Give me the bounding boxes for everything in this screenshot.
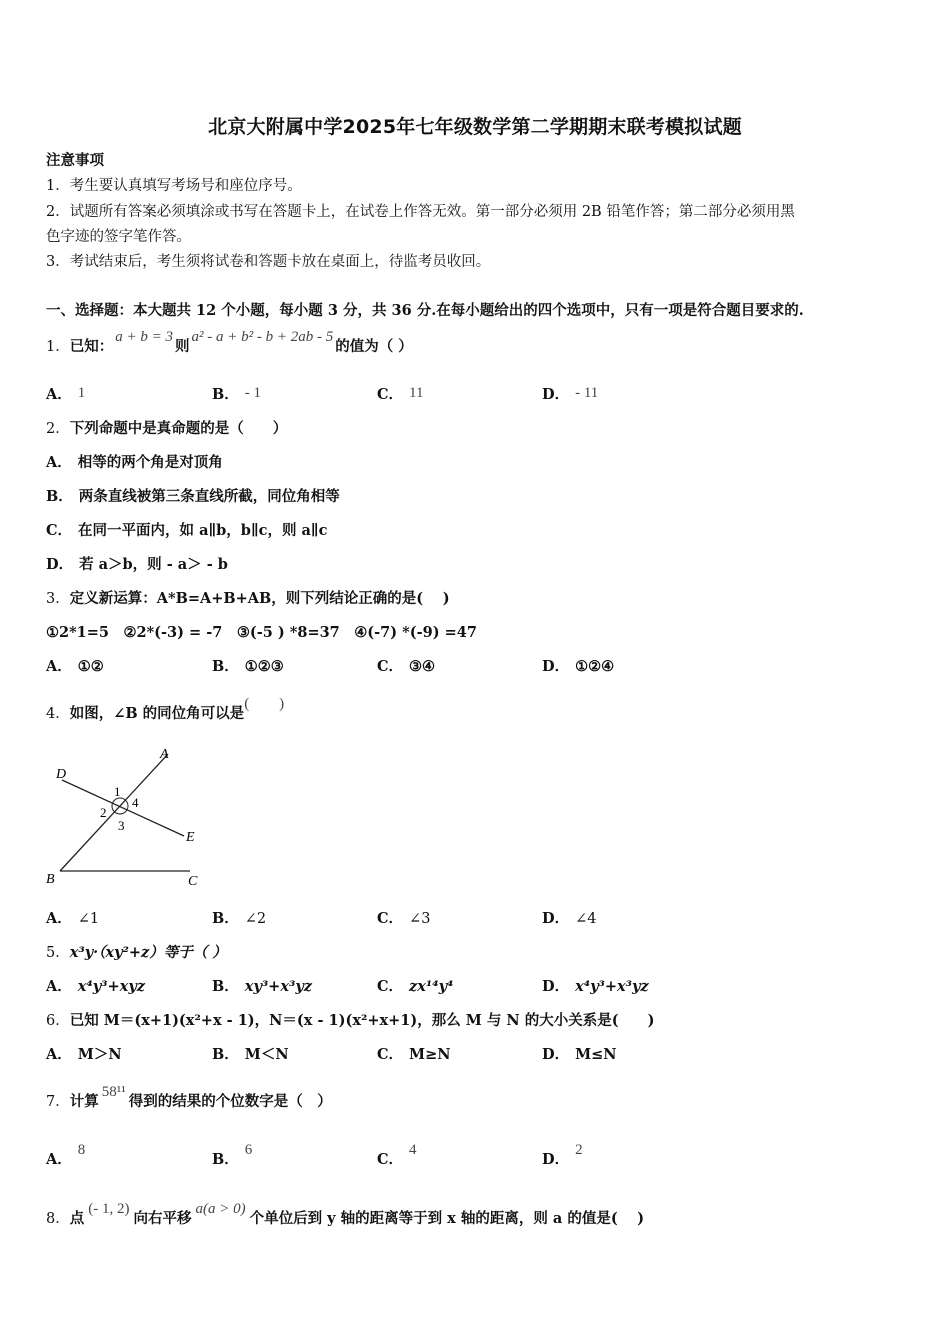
option-d[interactable] (542, 909, 596, 929)
line-ba (60, 754, 168, 871)
option-label: B． (212, 658, 239, 675)
option-value: ∠1 (77, 911, 100, 927)
option-value: ①②③ (244, 658, 284, 675)
question-4 (46, 696, 285, 724)
option-label: C． (377, 978, 404, 995)
question-text: 点 (69, 1210, 85, 1227)
option-d[interactable] (46, 555, 228, 575)
option-a[interactable] (46, 385, 85, 405)
option-value: x⁴y³+xyz (77, 978, 145, 995)
option-value: 两条直线被第三条直线所截，同位角相等 (78, 488, 340, 505)
option-a[interactable] (46, 1045, 122, 1065)
label-e: E (186, 830, 195, 845)
option-c[interactable] (377, 909, 430, 929)
option-label: B． (212, 1151, 239, 1168)
option-value: 11 (409, 385, 424, 401)
math-expression: a + b = 3 (115, 329, 173, 345)
notice-heading: 注意事项 (46, 152, 104, 169)
question-text: 如图，∠B 的同位角可以是 (69, 705, 245, 722)
option-a[interactable] (46, 657, 104, 677)
option-value: M＞N (77, 1046, 122, 1063)
option-value: zx¹⁴y⁴ (409, 978, 454, 995)
angle-figure (44, 740, 214, 890)
option-label: B． (212, 1046, 239, 1063)
option-label: C． (377, 658, 404, 675)
option-value: ∠2 (244, 911, 267, 927)
option-a[interactable] (46, 909, 99, 929)
option-label: A． (46, 454, 72, 471)
question-text: 已知： (69, 338, 114, 355)
option-b[interactable] (212, 977, 312, 997)
option-a[interactable] (46, 1142, 86, 1170)
option-c[interactable] (46, 521, 327, 541)
option-label: B． (212, 978, 239, 995)
option-value: 1 (77, 385, 86, 401)
option-label: B． (212, 910, 239, 927)
option-d[interactable] (542, 657, 614, 677)
option-b[interactable] (46, 487, 340, 507)
option-c[interactable] (377, 385, 424, 405)
question-3 (46, 589, 450, 609)
option-label: A． (46, 1046, 72, 1063)
math-expression: 58¹¹ (101, 1084, 126, 1100)
question-number: 2． (46, 421, 70, 437)
option-value: M≤N (575, 1046, 617, 1063)
answer-paren: ( ) (244, 696, 285, 712)
question-7 (46, 1084, 332, 1112)
option-label: B． (46, 488, 73, 505)
option-value: 4 (409, 1142, 417, 1158)
option-label: D． (542, 978, 570, 995)
option-label: A． (46, 386, 72, 403)
option-value: 相等的两个角是对顶角 (77, 454, 223, 471)
question-text: 向右平移 (133, 1210, 192, 1227)
option-c[interactable] (377, 977, 453, 997)
option-a[interactable] (46, 453, 223, 473)
question-1 (46, 329, 413, 357)
question-6 (46, 1011, 654, 1031)
option-value: xy³+x³yz (244, 978, 312, 995)
option-d[interactable] (542, 1142, 583, 1170)
option-label: B． (212, 386, 239, 403)
option-label: C． (377, 1046, 404, 1063)
option-value: - 1 (244, 385, 262, 401)
option-value: M＜N (244, 1046, 289, 1063)
option-c[interactable] (377, 1142, 417, 1170)
option-label: C． (46, 522, 73, 539)
math-expression: (- 1, 2) (88, 1201, 130, 1217)
option-d[interactable] (542, 977, 649, 997)
math-expression: a(a > 0) (195, 1201, 246, 1217)
question-5 (46, 943, 227, 963)
option-value: ①② (77, 658, 104, 675)
option-label: D． (542, 910, 570, 927)
option-value: ③④ (409, 658, 436, 675)
question-text: 定义新运算：A*B=A+B+AB，则下列结论正确的是( ) (69, 590, 450, 607)
notice-item: 2．试题所有答案必须填涂或书写在答题卡上，在试卷上作答无效。第一部分必须用 2B 铅笔作答；第二部分必须用黑 (46, 204, 795, 220)
option-label: C． (377, 386, 404, 403)
question-text: 得到的结果的个位数字是（ ） (128, 1093, 332, 1110)
statements: ①2*1=5 ②2*(-3) = -7 ③(-5 ) *8=37 ④(-7) *(-9) =47 (46, 624, 477, 641)
question-8 (46, 1201, 645, 1229)
option-label: C． (377, 910, 404, 927)
page-title: 北京大附属中学2025年七年级数学第二学期期末联考模拟试题 (208, 116, 742, 138)
option-value: ①②④ (575, 658, 615, 675)
option-label: D． (542, 1046, 570, 1063)
question-text: 下列命题中是真命题的是（ ） (69, 420, 288, 437)
option-b[interactable] (212, 1045, 289, 1065)
option-label: A． (46, 978, 72, 995)
question-number: 3． (46, 591, 70, 607)
option-value: 8 (77, 1142, 86, 1158)
option-b[interactable] (212, 385, 261, 405)
notice-item: 1．考生要认真填写考场号和座位序号。 (46, 178, 302, 194)
label-2: 2 (100, 805, 107, 820)
label-1: 1 (114, 784, 121, 799)
option-value: 若 a＞b，则 - a＞ - b (79, 556, 228, 573)
option-value: M≥N (409, 1046, 451, 1063)
question-text: x³y·（xy²+z）等于（ ） (69, 944, 227, 961)
option-label: D． (542, 1151, 570, 1168)
option-value: ∠4 (575, 911, 597, 927)
question-number: 8． (46, 1211, 70, 1227)
option-a[interactable] (46, 977, 145, 997)
question-number: 5． (46, 945, 70, 961)
option-d[interactable] (542, 1045, 617, 1065)
option-b[interactable] (212, 1142, 253, 1170)
label-b: B (46, 872, 55, 887)
option-c[interactable] (377, 657, 435, 677)
question-number: 6． (46, 1013, 70, 1029)
question-number: 1． (46, 339, 70, 355)
option-value: 6 (244, 1142, 253, 1158)
question-2 (46, 419, 287, 439)
label-a: A (160, 747, 169, 762)
option-value: - 11 (575, 385, 599, 401)
question-number: 4． (46, 706, 70, 722)
option-b[interactable] (212, 657, 284, 677)
option-label: C． (377, 1151, 404, 1168)
question-text: 计算 (69, 1093, 99, 1110)
question-text: 已知 M＝(x+1)(x²+x - 1)，N＝(x - 1)(x²+x+1)，那么 M 与 N 的大小关系是( ) (69, 1012, 655, 1029)
section-heading: 一、选择题：本大题共 12 个小题，每小题 3 分，共 36 分.在每小题给出的四个选项中，只有一项是符合题目要求的. (46, 302, 804, 319)
label-d: D (56, 767, 67, 782)
math-expression: a² - a + b² - b + 2ab - 5 (191, 329, 334, 345)
option-label: D． (542, 658, 570, 675)
option-label: A． (46, 910, 72, 927)
option-label: A． (46, 658, 72, 675)
option-value: 在同一平面内，如 a∥b，b∥c，则 a∥c (78, 522, 328, 539)
question-number: 7． (46, 1094, 70, 1110)
question-text: 的值为（ ） (335, 338, 413, 355)
option-label: D． (542, 386, 570, 403)
notice-item: 3．考试结束后，考生须将试卷和答题卡放在桌面上，待监考员收回。 (46, 254, 491, 270)
label-c: C (188, 874, 198, 889)
option-d[interactable] (542, 385, 598, 405)
question-text: 则 (174, 338, 190, 355)
option-label: D． (46, 556, 74, 573)
option-value: 2 (575, 1142, 583, 1158)
label-4: 4 (132, 795, 139, 810)
option-value: x⁴y³+x³yz (575, 978, 649, 995)
label-3: 3 (118, 818, 125, 833)
option-c[interactable] (377, 1045, 451, 1065)
notice-item: 色字迹的签字笔作答。 (46, 229, 191, 245)
option-b[interactable] (212, 909, 266, 929)
question-text: 个单位后到 y 轴的距离等于到 x 轴的距离，则 a 的值是( ) (249, 1210, 645, 1227)
option-value: ∠3 (409, 911, 431, 927)
option-label: A． (46, 1151, 72, 1168)
